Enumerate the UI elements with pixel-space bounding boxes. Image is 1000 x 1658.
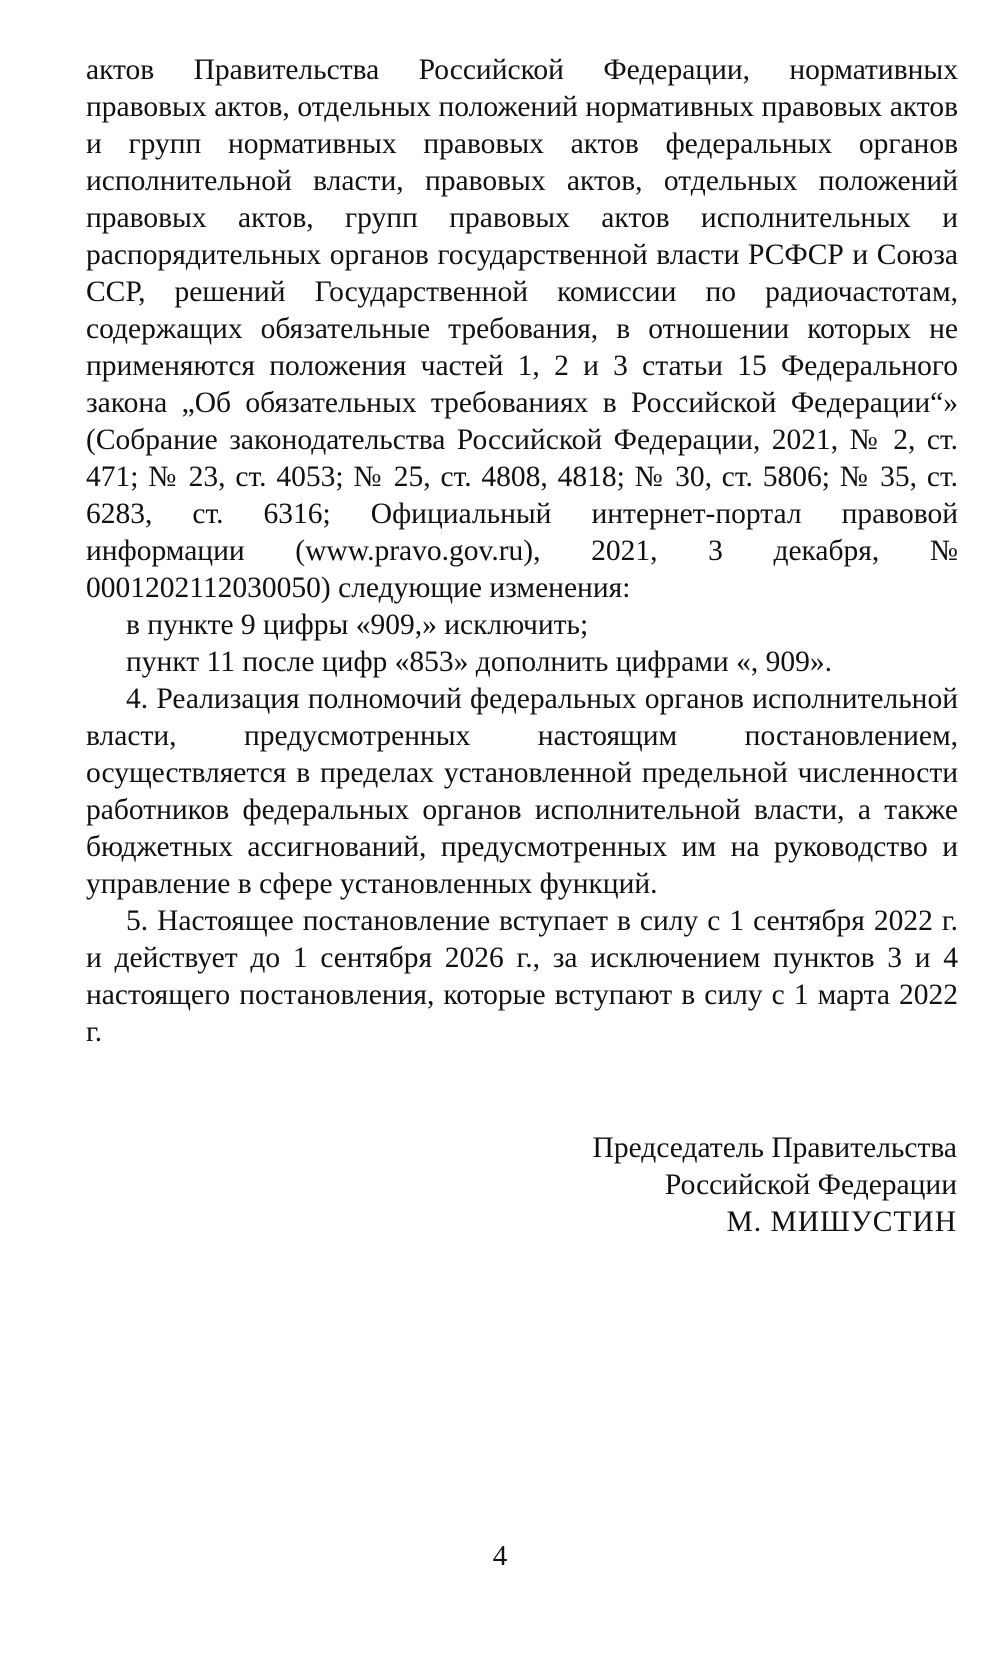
document-body bbox=[86, 52, 958, 1051]
paragraph-point-9-change: в пункте 9 цифры «909,» исключить; bbox=[126, 609, 589, 641]
signature-block bbox=[593, 1130, 957, 1241]
paragraph-point-11-change: пункт 11 после цифр «853» дополнить цифрами «, 909». bbox=[126, 646, 832, 678]
paragraph-section-5: 5. Настоящее постановление вступает в силу с 1 сентября 2022 г. и действует до 1 сентября 2026 г., за исключением пунктов 3 и 4 настоящего постановления, которые вступают в силу с 1 марта 2022 г. bbox=[86, 905, 958, 1048]
signatory-title-line2: Российской Федерации bbox=[664, 1169, 957, 1201]
paragraph-continued-list: актов Правительства Российской Федерации, нормативных правовых актов, отдельных положений нормативных правовых актов и групп нормативных правовых актов федеральных органов исполнительной власти, правовых актов, отдельных положений правовых актов, групп правовых актов исполнительных и распорядительных органов государственной власти РСФСР и Союза ССР, решений Государственной комиссии по радиочастотам, содержащих обязательные требования, в отношении которых не применяются положения частей 1, 2 и 3 статьи 15 Федерального закона „Об обязательных требованиях в Российской Федерации“» (Собрание законодательства Российской Федерации, 2021, № 2, ст. 471; № 23, ст. 4053; № 25, ст. 4808, 4818; № 30, ст. 5806; № 35, ст. 6283, ст. 6316; Официальный интернет-портал правовой информации (www.pravo.gov.ru), 2021, 3 декабря, № 0001202112030050) следующие изменения: bbox=[86, 54, 958, 604]
signatory-title-line1: Председатель Правительства bbox=[592, 1132, 957, 1164]
signatory-name: М. МИШУСТИН bbox=[726, 1206, 957, 1238]
paragraph-section-4: 4. Реализация полномочий федеральных органов исполнительной власти, предусмотренных настоящим постановлением, осуществляется в пределах установленной предельной численности работников федеральных органов исполнительной власти, а также бюджетных ассигнований, предусмотренных им на руководство и управление в сфере установленных функций. bbox=[86, 683, 958, 900]
page-number: 4 bbox=[492, 1540, 508, 1572]
